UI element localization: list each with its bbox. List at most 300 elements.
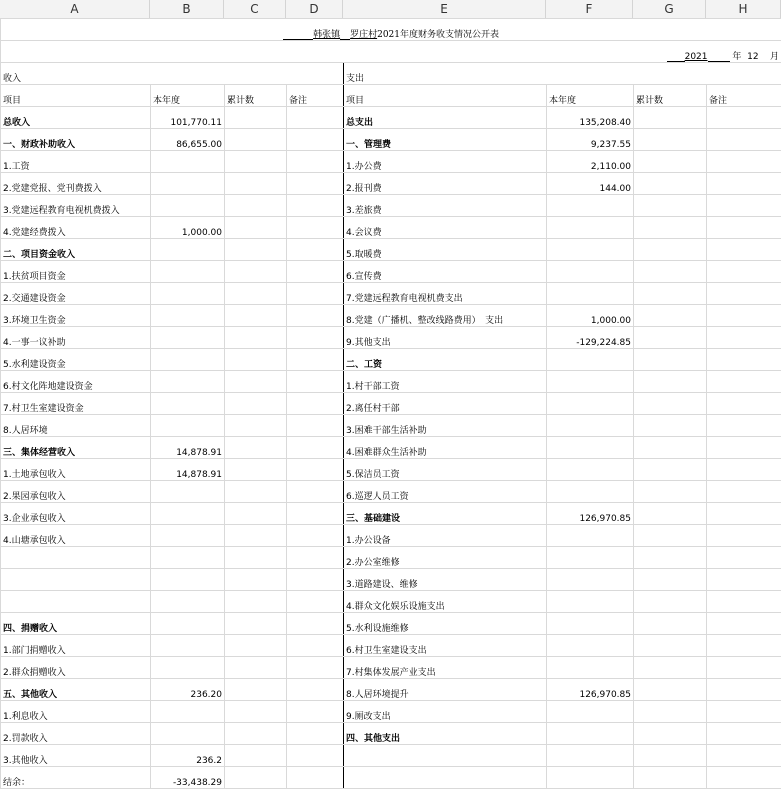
expense-item-cell[interactable]: 四、其他支出: [344, 723, 547, 745]
expense-cumulative-cell[interactable]: [634, 459, 707, 481]
table-row: [1, 217, 781, 239]
page-title: 韩张镇 罗庄村2021年度财务收支情况公开表: [1, 19, 781, 41]
income-cumulative-cell[interactable]: [225, 723, 287, 745]
income-this-year-cell[interactable]: [151, 261, 225, 283]
income-cumulative-cell[interactable]: [225, 327, 287, 349]
expense-cumulative-cell[interactable]: [634, 173, 707, 195]
expense-cumulative-cell[interactable]: [634, 591, 707, 613]
income-cumulative-header: 累计数: [225, 85, 287, 107]
expense-item-cell[interactable]: 2.报刊费: [344, 173, 547, 195]
income-cumulative-cell[interactable]: [225, 195, 287, 217]
income-item-cell[interactable]: 三、集体经营收入: [1, 437, 151, 459]
income-this-year-cell[interactable]: [151, 151, 225, 173]
income-item-cell[interactable]: 4.一事一议补助: [1, 327, 151, 349]
income-note-cell[interactable]: [287, 151, 344, 173]
income-this-year-cell[interactable]: [151, 393, 225, 415]
income-note-cell[interactable]: [287, 239, 344, 261]
expense-note-cell[interactable]: [707, 657, 781, 679]
income-item-cell[interactable]: 2.群众捐赠收入: [1, 657, 151, 679]
income-this-year-cell[interactable]: [151, 657, 225, 679]
expense-this-year-cell[interactable]: [547, 569, 634, 591]
income-item-cell[interactable]: 3.其他收入: [1, 745, 151, 767]
expense-note-cell[interactable]: [707, 349, 781, 371]
expense-note-cell[interactable]: [707, 525, 781, 547]
column-header-h[interactable]: H: [706, 0, 781, 18]
expense-item-cell[interactable]: 3.困难干部生活补助: [344, 415, 547, 437]
table-row: [1, 305, 781, 327]
expense-item-cell[interactable]: 4.困难群众生活补助: [344, 437, 547, 459]
income-note-cell[interactable]: [287, 657, 344, 679]
income-item-cell[interactable]: 7.村卫生室建设资金: [1, 393, 151, 415]
income-note-cell[interactable]: [287, 525, 344, 547]
expense-cumulative-cell[interactable]: [634, 327, 707, 349]
income-item-cell[interactable]: 6.村文化阵地建设资金: [1, 371, 151, 393]
expense-cumulative-cell[interactable]: [634, 283, 707, 305]
expense-cumulative-cell[interactable]: [634, 481, 707, 503]
income-cumulative-cell[interactable]: [225, 767, 287, 789]
expense-item-cell[interactable]: 4.群众文化娱乐设施支出: [344, 591, 547, 613]
expense-note-cell[interactable]: [707, 129, 781, 151]
income-this-year-cell[interactable]: 236.2: [151, 745, 225, 767]
expense-cumulative-cell[interactable]: [634, 635, 707, 657]
income-cumulative-cell[interactable]: [225, 569, 287, 591]
column-header-g[interactable]: G: [633, 0, 706, 18]
income-item-cell[interactable]: 1.利息收入: [1, 701, 151, 723]
income-this-year-cell[interactable]: 14,878.91: [151, 459, 225, 481]
table-row: [1, 437, 781, 459]
income-this-year-cell[interactable]: [151, 239, 225, 261]
income-this-year-cell[interactable]: [151, 327, 225, 349]
expense-this-year-cell[interactable]: [547, 657, 634, 679]
income-note-cell[interactable]: [287, 767, 344, 789]
expense-note-cell[interactable]: [707, 459, 781, 481]
income-cumulative-cell[interactable]: [225, 525, 287, 547]
table-row: [1, 459, 781, 481]
expense-note-cell[interactable]: [707, 723, 781, 745]
income-item-header: 项目: [1, 85, 151, 107]
expense-this-year-cell[interactable]: 135,208.40: [547, 107, 634, 129]
expense-cumulative-cell[interactable]: [634, 437, 707, 459]
expense-this-year-cell[interactable]: [547, 701, 634, 723]
income-note-cell[interactable]: [287, 283, 344, 305]
income-this-year-cell[interactable]: 236.20: [151, 679, 225, 701]
expense-cumulative-cell[interactable]: [634, 195, 707, 217]
income-cumulative-cell[interactable]: [225, 547, 287, 569]
expense-item-cell[interactable]: 3.道路建设、维修: [344, 569, 547, 591]
table-row: [1, 503, 781, 525]
income-this-year-cell[interactable]: 86,655.00: [151, 129, 225, 151]
expense-this-year-cell[interactable]: 2,110.00: [547, 151, 634, 173]
expense-item-cell[interactable]: 7.党建远程教育电视机费支出: [344, 283, 547, 305]
table-row: [1, 415, 781, 437]
expense-item-cell[interactable]: 一、管理费: [344, 129, 547, 151]
expense-item-cell[interactable]: 9.厕改支出: [344, 701, 547, 723]
expense-cumulative-cell[interactable]: [634, 305, 707, 327]
income-cumulative-cell[interactable]: [225, 679, 287, 701]
expense-cumulative-cell[interactable]: [634, 723, 707, 745]
table-row: [1, 349, 781, 371]
expense-item-cell[interactable]: 7.村集体发展产业支出: [344, 657, 547, 679]
expense-this-year-cell[interactable]: [547, 283, 634, 305]
expense-item-cell[interactable]: 1.村干部工资: [344, 371, 547, 393]
expense-item-cell[interactable]: 2.办公室维修: [344, 547, 547, 569]
income-this-year-cell[interactable]: [151, 503, 225, 525]
income-note-cell[interactable]: [287, 349, 344, 371]
expense-this-year-cell[interactable]: [547, 239, 634, 261]
income-this-year-cell[interactable]: 14,878.91: [151, 437, 225, 459]
expense-cumulative-cell[interactable]: [634, 525, 707, 547]
expense-this-year-cell[interactable]: [547, 767, 634, 789]
column-header-f[interactable]: F: [546, 0, 633, 18]
expense-cumulative-cell[interactable]: [634, 547, 707, 569]
expense-this-year-header: 本年度: [547, 85, 634, 107]
expense-note-cell[interactable]: [707, 635, 781, 657]
expense-this-year-cell[interactable]: [547, 349, 634, 371]
table-row: [1, 129, 781, 151]
expense-this-year-cell[interactable]: 144.00: [547, 173, 634, 195]
income-this-year-cell[interactable]: [151, 569, 225, 591]
expense-cumulative-cell[interactable]: [634, 349, 707, 371]
table-row: [1, 745, 781, 767]
column-header-bar: [0, 0, 781, 19]
income-this-year-cell[interactable]: 1,000.00: [151, 217, 225, 239]
expense-this-year-cell[interactable]: 1,000.00: [547, 305, 634, 327]
expense-cumulative-header: 累计数: [634, 85, 707, 107]
income-cumulative-cell[interactable]: [225, 503, 287, 525]
expense-this-year-cell[interactable]: [547, 547, 634, 569]
expense-note-cell[interactable]: [707, 613, 781, 635]
expense-this-year-cell[interactable]: [547, 723, 634, 745]
income-item-cell[interactable]: 1.工资: [1, 151, 151, 173]
income-note-cell[interactable]: [287, 701, 344, 723]
expense-note-cell[interactable]: [707, 151, 781, 173]
expense-this-year-cell[interactable]: [547, 195, 634, 217]
income-item-cell[interactable]: 3.企业承包收入: [1, 503, 151, 525]
income-item-cell[interactable]: 2.罚款收入: [1, 723, 151, 745]
income-item-cell[interactable]: [1, 569, 151, 591]
income-this-year-cell[interactable]: [151, 283, 225, 305]
expense-this-year-cell[interactable]: [547, 481, 634, 503]
expense-item-cell[interactable]: 二、工资: [344, 349, 547, 371]
income-cumulative-cell[interactable]: [225, 151, 287, 173]
expense-cumulative-cell[interactable]: [634, 129, 707, 151]
expense-item-cell[interactable]: 4.会议费: [344, 217, 547, 239]
table-row: [1, 239, 781, 261]
table-row: [1, 525, 781, 547]
table-row: [1, 701, 781, 723]
expense-item-cell[interactable]: 6.村卫生室建设支出: [344, 635, 547, 657]
income-cumulative-cell[interactable]: [225, 239, 287, 261]
income-this-year-cell[interactable]: [151, 349, 225, 371]
expense-note-cell[interactable]: [707, 547, 781, 569]
income-cumulative-cell[interactable]: [225, 173, 287, 195]
finance-table: [0, 18, 781, 789]
expense-note-cell[interactable]: [707, 217, 781, 239]
income-this-year-cell[interactable]: [151, 525, 225, 547]
expense-item-cell[interactable]: 8.党建（广播机、整改线路费用） 支出: [344, 305, 547, 327]
income-cumulative-cell[interactable]: [225, 371, 287, 393]
expense-this-year-cell[interactable]: [547, 591, 634, 613]
income-note-cell[interactable]: [287, 613, 344, 635]
table-row: [1, 657, 781, 679]
income-this-year-cell[interactable]: [151, 591, 225, 613]
income-item-cell[interactable]: 8.人居环境: [1, 415, 151, 437]
income-note-cell[interactable]: [287, 173, 344, 195]
expense-note-cell[interactable]: [707, 745, 781, 767]
income-note-cell[interactable]: [287, 679, 344, 701]
income-note-cell[interactable]: [287, 327, 344, 349]
income-note-cell[interactable]: [287, 723, 344, 745]
column-header-c[interactable]: C: [224, 0, 286, 18]
expense-this-year-cell[interactable]: [547, 371, 634, 393]
expense-cumulative-cell[interactable]: [634, 613, 707, 635]
table-row: [1, 261, 781, 283]
income-cumulative-cell[interactable]: [225, 107, 287, 129]
column-header-d[interactable]: D: [286, 0, 343, 18]
income-this-year-header: 本年度: [151, 85, 225, 107]
expense-this-year-cell[interactable]: [547, 217, 634, 239]
expense-note-cell[interactable]: [707, 107, 781, 129]
expense-cumulative-cell[interactable]: [634, 415, 707, 437]
income-note-cell[interactable]: [287, 459, 344, 481]
income-this-year-cell[interactable]: [151, 635, 225, 657]
income-cumulative-cell[interactable]: [225, 657, 287, 679]
expense-section-label: 支出: [344, 63, 781, 85]
expense-note-cell[interactable]: [707, 239, 781, 261]
income-this-year-cell[interactable]: [151, 305, 225, 327]
income-item-cell[interactable]: 1.扶贫项目资金: [1, 261, 151, 283]
expense-item-header: 项目: [344, 85, 547, 107]
income-note-cell[interactable]: [287, 195, 344, 217]
expense-cumulative-cell[interactable]: [634, 107, 707, 129]
income-item-cell[interactable]: 1.部门捐赠收入: [1, 635, 151, 657]
expense-this-year-cell[interactable]: [547, 437, 634, 459]
income-cumulative-cell[interactable]: [225, 415, 287, 437]
table-row: [1, 283, 781, 305]
income-note-cell[interactable]: [287, 129, 344, 151]
expense-note-cell[interactable]: [707, 173, 781, 195]
expense-note-header: 备注: [707, 85, 781, 107]
expense-cumulative-cell[interactable]: [634, 239, 707, 261]
income-cumulative-cell[interactable]: [225, 459, 287, 481]
expense-item-cell[interactable]: 三、基础建设: [344, 503, 547, 525]
table-row: [1, 481, 781, 503]
table-row: [1, 723, 781, 745]
expense-this-year-cell[interactable]: -129,224.85: [547, 327, 634, 349]
income-note-cell[interactable]: [287, 481, 344, 503]
expense-this-year-cell[interactable]: [547, 613, 634, 635]
expense-item-cell[interactable]: 1.办公费: [344, 151, 547, 173]
income-item-cell[interactable]: 总收入: [1, 107, 151, 129]
income-item-cell[interactable]: [1, 547, 151, 569]
expense-this-year-cell[interactable]: [547, 415, 634, 437]
expense-this-year-cell[interactable]: [547, 261, 634, 283]
expense-item-cell[interactable]: 5.水利设施维修: [344, 613, 547, 635]
income-this-year-cell[interactable]: [151, 195, 225, 217]
income-item-cell[interactable]: 二、项目资金收入: [1, 239, 151, 261]
income-item-cell[interactable]: 3.环境卫生资金: [1, 305, 151, 327]
expense-item-cell[interactable]: 5.保洁员工资: [344, 459, 547, 481]
income-cumulative-cell[interactable]: [225, 635, 287, 657]
income-note-cell[interactable]: [287, 305, 344, 327]
income-note-cell[interactable]: [287, 217, 344, 239]
report-date: 2021 年 12 月: [1, 41, 781, 63]
income-item-cell[interactable]: 五、其他收入: [1, 679, 151, 701]
table-row: [1, 371, 781, 393]
income-item-cell[interactable]: 3.党建远程教育电视机费拨入: [1, 195, 151, 217]
income-cumulative-cell[interactable]: [225, 591, 287, 613]
expense-note-cell[interactable]: [707, 569, 781, 591]
expense-note-cell[interactable]: [707, 701, 781, 723]
expense-note-cell[interactable]: [707, 261, 781, 283]
expense-note-cell[interactable]: [707, 195, 781, 217]
expense-cumulative-cell[interactable]: [634, 217, 707, 239]
column-header-e[interactable]: E: [343, 0, 546, 18]
expense-item-cell[interactable]: 3.差旅费: [344, 195, 547, 217]
income-this-year-cell[interactable]: [151, 481, 225, 503]
expense-note-cell[interactable]: [707, 371, 781, 393]
income-note-cell[interactable]: [287, 547, 344, 569]
income-cumulative-cell[interactable]: [225, 305, 287, 327]
expense-note-cell[interactable]: [707, 767, 781, 789]
expense-item-cell[interactable]: 6.巡逻人员工资: [344, 481, 547, 503]
income-item-cell[interactable]: 2.交通建设资金: [1, 283, 151, 305]
income-this-year-cell[interactable]: [151, 723, 225, 745]
income-note-cell[interactable]: [287, 393, 344, 415]
expense-item-cell[interactable]: 6.宣传费: [344, 261, 547, 283]
expense-item-cell[interactable]: 总支出: [344, 107, 547, 129]
expense-cumulative-cell[interactable]: [634, 657, 707, 679]
expense-item-cell[interactable]: 1.办公设备: [344, 525, 547, 547]
income-note-cell[interactable]: [287, 261, 344, 283]
table-row: [1, 635, 781, 657]
table-row: [1, 591, 781, 613]
expense-item-cell[interactable]: 9.其他支出: [344, 327, 547, 349]
expense-this-year-cell[interactable]: [547, 393, 634, 415]
income-item-cell[interactable]: 2.果园承包收入: [1, 481, 151, 503]
income-this-year-cell[interactable]: [151, 613, 225, 635]
income-cumulative-cell[interactable]: [225, 613, 287, 635]
income-cumulative-cell[interactable]: [225, 283, 287, 305]
income-item-cell[interactable]: 1.土地承包收入: [1, 459, 151, 481]
income-cumulative-cell[interactable]: [225, 481, 287, 503]
table-row: [1, 173, 781, 195]
expense-cumulative-cell[interactable]: [634, 745, 707, 767]
income-note-cell[interactable]: [287, 437, 344, 459]
expense-this-year-cell[interactable]: 126,970.85: [547, 503, 634, 525]
expense-this-year-cell[interactable]: 126,970.85: [547, 679, 634, 701]
table-row: [1, 393, 781, 415]
income-cumulative-cell[interactable]: [225, 437, 287, 459]
expense-cumulative-cell[interactable]: [634, 679, 707, 701]
income-this-year-cell[interactable]: [151, 415, 225, 437]
income-item-cell[interactable]: [1, 591, 151, 613]
expense-this-year-cell[interactable]: 9,237.55: [547, 129, 634, 151]
income-item-cell[interactable]: 结余：: [1, 767, 151, 789]
income-note-header: 备注: [287, 85, 344, 107]
expense-cumulative-cell[interactable]: [634, 393, 707, 415]
income-note-cell[interactable]: [287, 635, 344, 657]
expense-note-cell[interactable]: [707, 393, 781, 415]
expense-note-cell[interactable]: [707, 679, 781, 701]
expense-note-cell[interactable]: [707, 415, 781, 437]
income-note-cell[interactable]: [287, 745, 344, 767]
expense-cumulative-cell[interactable]: [634, 371, 707, 393]
income-this-year-cell[interactable]: 101,770.11: [151, 107, 225, 129]
expense-cumulative-cell[interactable]: [634, 569, 707, 591]
expense-cumulative-cell[interactable]: [634, 151, 707, 173]
income-note-cell[interactable]: [287, 415, 344, 437]
income-item-cell[interactable]: 四、捐赠收入: [1, 613, 151, 635]
income-item-cell[interactable]: 2.党建党报、党刊费拨入: [1, 173, 151, 195]
income-cumulative-cell[interactable]: [225, 745, 287, 767]
table-row: [1, 195, 781, 217]
income-this-year-cell[interactable]: [151, 547, 225, 569]
expense-note-cell[interactable]: [707, 481, 781, 503]
table-row: [1, 613, 781, 635]
expense-this-year-cell[interactable]: [547, 525, 634, 547]
expense-note-cell[interactable]: [707, 591, 781, 613]
income-section-label: 收入: [1, 63, 344, 85]
expense-cumulative-cell[interactable]: [634, 701, 707, 723]
income-note-cell[interactable]: [287, 107, 344, 129]
expense-item-cell[interactable]: [344, 745, 547, 767]
expense-note-cell[interactable]: [707, 503, 781, 525]
income-item-cell[interactable]: 4.党建经费拨入: [1, 217, 151, 239]
income-cumulative-cell[interactable]: [225, 217, 287, 239]
income-item-cell[interactable]: 一、财政补助收入: [1, 129, 151, 151]
expense-this-year-cell[interactable]: [547, 459, 634, 481]
expense-this-year-cell[interactable]: [547, 635, 634, 657]
income-note-cell[interactable]: [287, 503, 344, 525]
expense-note-cell[interactable]: [707, 327, 781, 349]
expense-item-cell[interactable]: 5.取暖费: [344, 239, 547, 261]
table-row: [1, 569, 781, 591]
income-note-cell[interactable]: [287, 591, 344, 613]
income-item-cell[interactable]: 5.水利建设资金: [1, 349, 151, 371]
expense-note-cell[interactable]: [707, 437, 781, 459]
expense-cumulative-cell[interactable]: [634, 503, 707, 525]
expense-item-cell[interactable]: 8.人居环境提升: [344, 679, 547, 701]
column-header-a[interactable]: A: [0, 0, 150, 18]
column-header-b[interactable]: B: [150, 0, 224, 18]
table-row: [1, 151, 781, 173]
table-row: [1, 327, 781, 349]
income-cumulative-cell[interactable]: [225, 393, 287, 415]
expense-cumulative-cell[interactable]: [634, 767, 707, 789]
expense-item-cell[interactable]: 2.离任村干部: [344, 393, 547, 415]
expense-cumulative-cell[interactable]: [634, 261, 707, 283]
income-cumulative-cell[interactable]: [225, 129, 287, 151]
income-this-year-cell[interactable]: [151, 701, 225, 723]
income-this-year-cell[interactable]: -33,438.29: [151, 767, 225, 789]
table-row: [1, 547, 781, 569]
income-item-cell[interactable]: 4.山塘承包收入: [1, 525, 151, 547]
income-cumulative-cell[interactable]: [225, 701, 287, 723]
expense-this-year-cell[interactable]: [547, 745, 634, 767]
expense-note-cell[interactable]: [707, 305, 781, 327]
table-row: [1, 767, 781, 789]
income-cumulative-cell[interactable]: [225, 349, 287, 371]
income-cumulative-cell[interactable]: [225, 261, 287, 283]
table-row: [1, 107, 781, 129]
income-this-year-cell[interactable]: [151, 371, 225, 393]
expense-item-cell[interactable]: [344, 767, 547, 789]
expense-note-cell[interactable]: [707, 283, 781, 305]
income-this-year-cell[interactable]: [151, 173, 225, 195]
income-note-cell[interactable]: [287, 371, 344, 393]
income-note-cell[interactable]: [287, 569, 344, 591]
